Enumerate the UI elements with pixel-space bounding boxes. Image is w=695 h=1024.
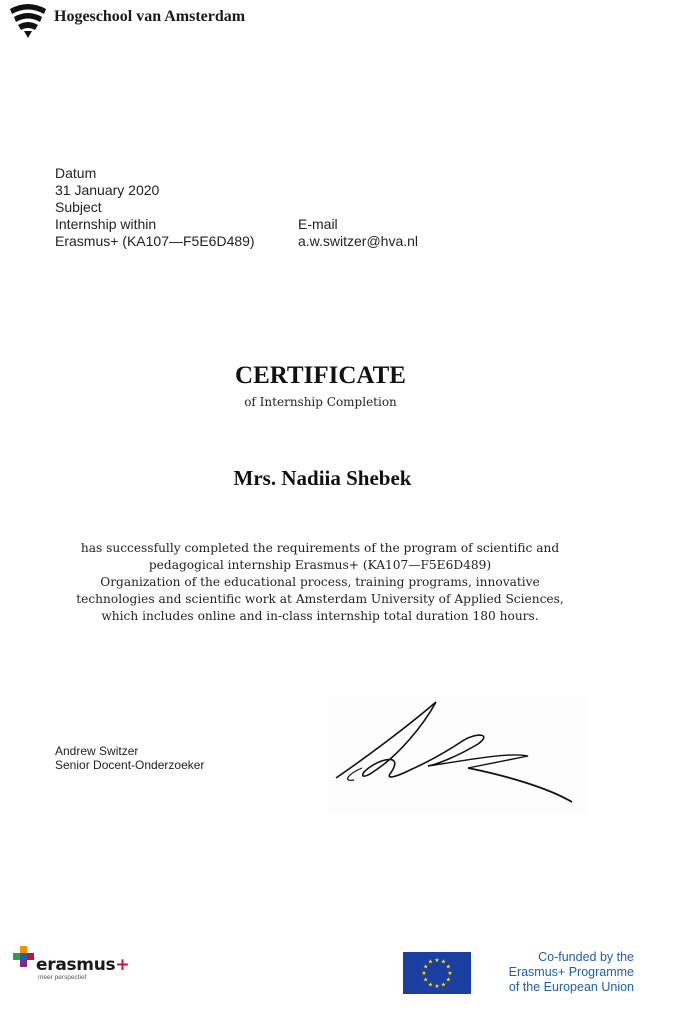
eu-star: ★ bbox=[423, 964, 429, 971]
email-label: E-mail bbox=[298, 216, 338, 232]
eu-star: ★ bbox=[447, 971, 453, 977]
eu-star: ★ bbox=[440, 959, 447, 966]
recipient-name: Mrs. Nadiia Shebek bbox=[233, 466, 412, 490]
email-block bbox=[298, 216, 418, 250]
meta-block bbox=[55, 165, 255, 250]
institution-name: Hogeschool van Amsterdam bbox=[54, 8, 246, 25]
eu-line: Erasmus+ Programme bbox=[508, 965, 634, 979]
body-line: Organization of the educational process, training programs, innovative bbox=[100, 575, 540, 589]
signer-role: Senior Docent-Onderzoeker bbox=[55, 758, 205, 772]
date-value: 31 January 2020 bbox=[55, 182, 160, 198]
date-label: Datum bbox=[55, 165, 97, 181]
certificate-body bbox=[40, 540, 600, 625]
erasmus-word: erasmus bbox=[36, 955, 116, 975]
eu-star: ★ bbox=[423, 977, 429, 984]
eu-star: ★ bbox=[421, 971, 427, 977]
eu-star: ★ bbox=[445, 964, 451, 971]
eu-cofunded-text bbox=[474, 950, 634, 995]
eu-star: ★ bbox=[434, 984, 440, 990]
eu-flag-icon bbox=[403, 952, 471, 994]
eu-star: ★ bbox=[427, 982, 434, 989]
subject-label: Subject bbox=[55, 199, 102, 215]
subject-line-1: Internship within bbox=[55, 216, 157, 232]
subject-line-2: Erasmus+ (KA107—F5E6D489) bbox=[55, 233, 255, 249]
signer-name: Andrew Switzer bbox=[55, 744, 139, 758]
header bbox=[8, 0, 245, 40]
erasmus-wordmark bbox=[36, 955, 129, 975]
erasmus-tagline: meer perspectief bbox=[38, 974, 87, 981]
eu-star: ★ bbox=[427, 959, 434, 966]
body-line: has successfully completed the requirements of the program of scientific and bbox=[80, 541, 560, 555]
eu-line: of the European Union bbox=[508, 980, 634, 994]
body-line: technologies and scientific work at Amsterdam University of Applied Sciences, bbox=[76, 592, 564, 606]
certificate-subtitle: of Internship Completion bbox=[244, 395, 397, 409]
eu-star: ★ bbox=[440, 982, 447, 989]
eu-star: ★ bbox=[434, 958, 440, 964]
eu-line: Co-funded by the bbox=[538, 950, 634, 964]
eu-star: ★ bbox=[445, 977, 451, 984]
certificate-title: CERTIFICATE bbox=[235, 362, 406, 389]
hva-logo-icon bbox=[8, 1, 48, 39]
email-value: a.w.switzer@hva.nl bbox=[298, 233, 419, 249]
erasmus-plus: + bbox=[115, 955, 130, 975]
signature-icon bbox=[328, 696, 588, 814]
body-line: which includes online and in-class internship total duration 180 hours. bbox=[101, 609, 539, 623]
body-line: pedagogical internship Erasmus+ (KA107—F5E6D489) bbox=[148, 558, 492, 572]
signer-block bbox=[55, 744, 204, 772]
